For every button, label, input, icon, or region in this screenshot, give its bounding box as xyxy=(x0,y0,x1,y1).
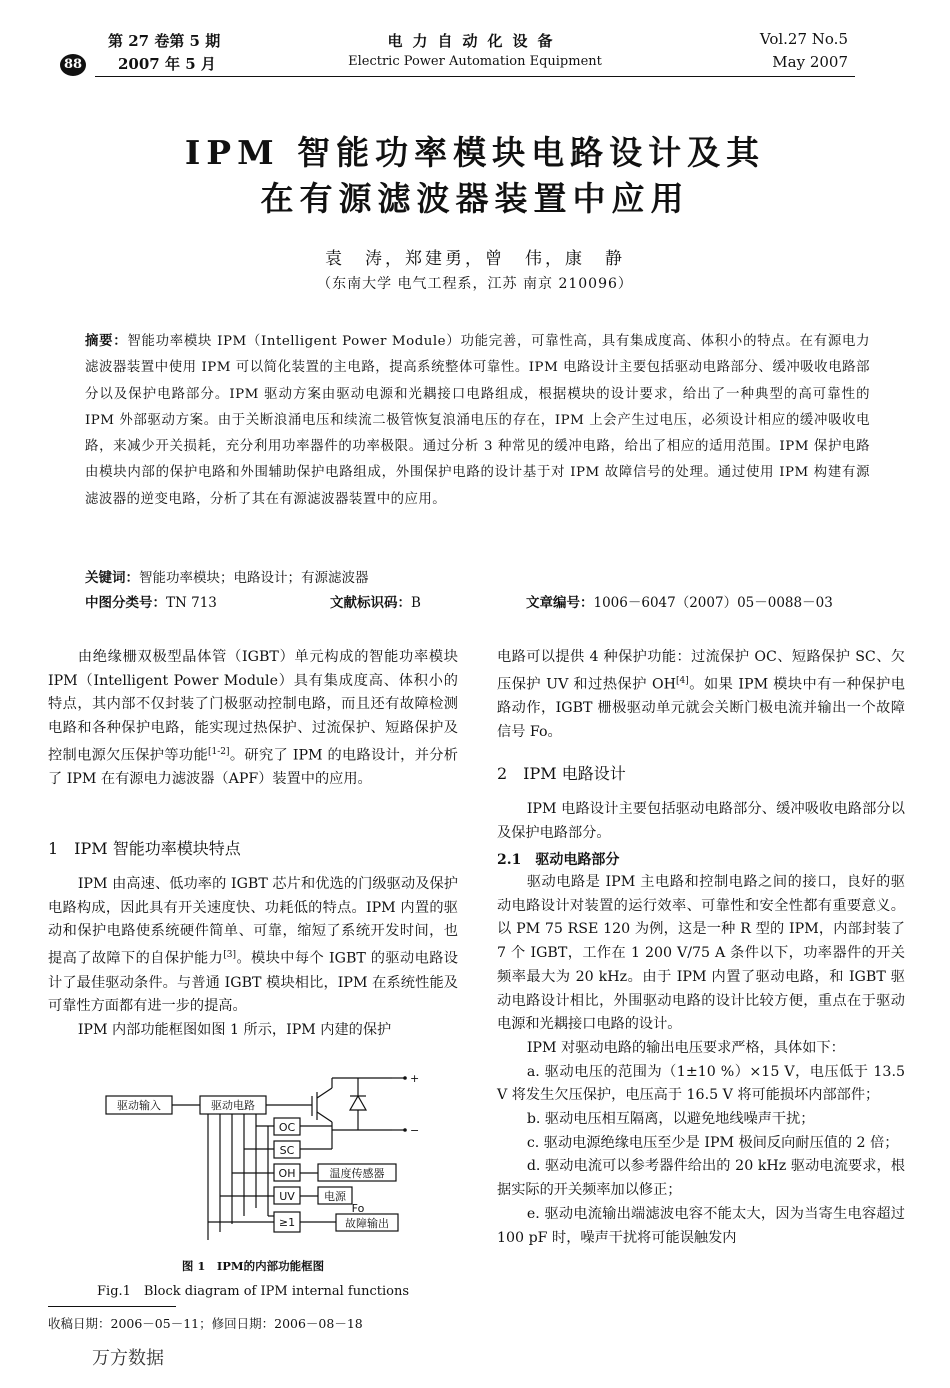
citation-1-2: [1-2] xyxy=(207,746,230,757)
subsection-2-1-body xyxy=(497,871,905,1250)
document-code xyxy=(330,591,421,611)
subsection-2-1-heading: 2.1 驱动电路部分 xyxy=(497,852,620,868)
figure-1-caption-cn: 图 1 IPM的内部功能框图 xyxy=(181,1259,325,1273)
figure-1-block-diagram xyxy=(100,1066,420,1246)
requirement-item-a: a. 驱动电压的范围为（1±10 %）×15 V，电压低于 13.5 V 将发生欠压保护，电压高于 16.5 V 将可能损坏内部部件； xyxy=(497,1063,905,1104)
section-1-paragraph xyxy=(48,873,458,1019)
section-2-heading: 2 IPM 电路设计 xyxy=(497,764,626,783)
fo-label: Fo xyxy=(351,1202,365,1215)
plus-terminal-label: + xyxy=(410,1072,420,1085)
figure-1-caption-en: Fig.1 Block diagram of IPM internal functions xyxy=(97,1284,409,1299)
page-number-badge: 88 xyxy=(60,54,86,76)
article-number-value: 1006－6047（2007）05－0088－03 xyxy=(593,595,833,611)
clc-value: TN 713 xyxy=(166,595,217,611)
right-column-top xyxy=(497,646,905,745)
fault-output-label: 故障输出 xyxy=(345,1217,389,1230)
intro-text-b: 。研究了 IPM 的电路设计，并分析了 IPM 在有源电力滤波器（APF）装置中的应用。 xyxy=(48,747,458,788)
minus-terminal-label: − xyxy=(410,1124,420,1137)
uv-label: UV xyxy=(279,1190,295,1203)
section-1-text-b: 。模块中每个 IGBT 的驱动电路设计了最佳驱动条件。与普通 IGBT 模块相比，IPM 在系统性能及可靠性方面都有进一步的提高。 xyxy=(48,950,458,1015)
drive-circuit-paragraph: 驱动电路是 IPM 主电路和控制电路之间的接口，良好的驱动电路设计对装置的运行效率、可靠性和安全性都有重要意义。以 PM 75 RSE 120 为例，这是一种 R 型的 IPM，内部封装了 7 个 IGBT，工作在 1 200 V/75 A 条件以下，功率器件的开关频率最大为 20 kHz。由于 IPM 内置了驱动电路，和 IGBT 驱动电路设计相比，外围驱动电路的设计比较方便，重点在于驱动电源和光耦接口电路的设计。 xyxy=(497,874,905,1033)
affiliation: （东南大学 电气工程系，江苏 南京 210096） xyxy=(317,276,633,292)
header-date-en: May 2007 xyxy=(772,53,848,71)
header-volume-issue-en: Vol.27 No.5 xyxy=(759,30,848,48)
power-label: 电源 xyxy=(324,1190,346,1203)
citation-3: [3] xyxy=(223,950,237,961)
abstract-label: 摘要： xyxy=(85,333,128,349)
intro-paragraph xyxy=(48,646,458,792)
requirement-item-e: e. 驱动电流输出端滤波电容不能太大，因为当寄生电容超过 100 pF 时，噪声干扰将可能误触发内 xyxy=(497,1205,905,1246)
requirement-item-b: b. 驱动电压相互隔离，以避免地线噪声干扰； xyxy=(526,1111,815,1128)
drive-requirements-intro: IPM 对驱动电路的输出电压要求严格，具体如下： xyxy=(526,1039,845,1056)
protection-text-a: 电路可以提供 4 种保护功能：过流保护 OC、短路保护 SC、欠压保护 UV 和过热保护 OH xyxy=(497,649,905,693)
doc-code-value: B xyxy=(411,595,421,611)
section-1-heading: 1 IPM 智能功率模块特点 xyxy=(48,839,241,858)
header-date-cn: 2007 年 5 月 xyxy=(118,55,216,73)
left-column-intro xyxy=(48,646,458,792)
drive-input-label: 驱动输入 xyxy=(117,1099,161,1112)
footnote-rule xyxy=(48,1306,176,1307)
citation-4: [4] xyxy=(675,675,689,686)
clc-number xyxy=(85,591,217,611)
received-revised-dates: 收稿日期：2006－05－11；修回日期：2006－08－18 xyxy=(48,1316,363,1331)
watermark-wanfang: 万方数据 xyxy=(92,1348,164,1369)
article-number-label: 文章编号： xyxy=(526,595,594,611)
temp-sensor-label: 温度传感器 xyxy=(329,1167,385,1180)
intro-text-a: 由绝缘栅双极型晶体管（IGBT）单元构成的智能功率模块 IPM（Intelligent Power Module）具有集成度高、体积小的特点，其内部不仅封装了门极驱动控制电路，而且还有故障检测电路和各种保护电路，能实现过热保护、过流保护、短路保护及控制电源欠压保护等功能 xyxy=(48,649,458,764)
header-volume-issue-cn: 第 27 卷第 5 期 xyxy=(108,32,221,50)
protection-paragraph xyxy=(497,646,905,745)
section-1-text-a: IPM 由高速、低功率的 IGBT 芯片和优选的门级驱动及保护电路构成，因此具有开关速度快、功耗低的特点。IPM 内置的驱动和保护电路使系统硬件简单、可靠，缩短了系统开发时间，也提高了故障下的自保护能力 xyxy=(48,876,458,967)
doc-code-label: 文献标识码： xyxy=(330,595,411,611)
requirement-item-d: d. 驱动电流可以参考器件给出的 20 kHz 驱动电流要求，根据实际的开关频率加以修正； xyxy=(497,1158,905,1199)
protection-text-b: 。如果 IPM 模块中有一种保护电路动作，IGBT 栅极驱动单元就会关断门极电流并输出一个故障信号 Fo。 xyxy=(497,676,905,740)
sc-label: SC xyxy=(279,1144,295,1157)
keywords xyxy=(85,566,369,586)
article-number xyxy=(526,591,833,611)
left-column-section-1 xyxy=(48,873,458,1043)
requirement-item-c: c. 驱动电源绝缘电压至少是 IPM 极间反向耐压值的 2 倍； xyxy=(526,1134,899,1151)
header-rule xyxy=(95,76,855,77)
journal-name-cn: 电力自动化设备 xyxy=(387,32,563,50)
clc-label: 中图分类号： xyxy=(85,595,166,611)
paper-title-line-2: 在有源滤波器装置中应用 xyxy=(260,179,690,218)
journal-name-en: Electric Power Automation Equipment xyxy=(348,54,602,69)
diode-symbol xyxy=(350,1096,366,1110)
abstract-text: 智能功率模块 IPM（Intelligent Power Module）功能完善，可靠性高，具有集成度高、体积小的特点。在有源电力滤波器装置中使用 IPM 可以简化装置的主电路，提高系统整体可靠性。IPM 电路设计主要包括驱动电路部分、缓冲吸收电路部分以及保护电路部分。IPM 驱动方案由驱动电源和光耦接口电路组成，根据模块的设计要求，给出了一种典型的高可靠性的 IPM 外部驱动方案。由于关断浪涌电压和续流二极管恢复浪涌电压的存在，IPM 上会产生过电压，必须设计相应的缓冲吸收电路，来减少开关损耗，充分利用功率器件的功率极限。通过分析 3 种常见的缓冲电路，给出了相应的适用范围。IPM 保护电路由模块内部的保护电路和外围辅助保护电路组成，外围保护电路的设计基于对 IPM 故障信号的处理。通过使用 IPM 构建有源滤波器的逆变电路，分析了其在有源滤波器装置中的应用。 xyxy=(85,334,870,507)
section-2-intro xyxy=(497,798,905,845)
drive-circuit-label: 驱动电路 xyxy=(211,1099,255,1112)
or-gate-label: ≥1 xyxy=(278,1216,296,1229)
keywords-label: 关键词： xyxy=(85,570,139,586)
paper-title-line-1: IPM 智能功率模块电路设计及其 xyxy=(184,133,766,172)
figure-intro-paragraph: IPM 内部功能框图如图 1 所示，IPM 内建的保护 xyxy=(77,1021,392,1038)
abstract xyxy=(85,328,870,513)
keywords-text: 智能功率模块；电路设计；有源滤波器 xyxy=(139,570,369,586)
oh-label: OH xyxy=(278,1167,296,1180)
authors: 袁 涛，郑建勇，曾 伟，康 静 xyxy=(325,249,625,269)
section-2-paragraph: IPM 电路设计主要包括驱动电路部分、缓冲吸收电路部分以及保护电路部分。 xyxy=(497,801,905,841)
oc-label: OC xyxy=(278,1121,296,1134)
